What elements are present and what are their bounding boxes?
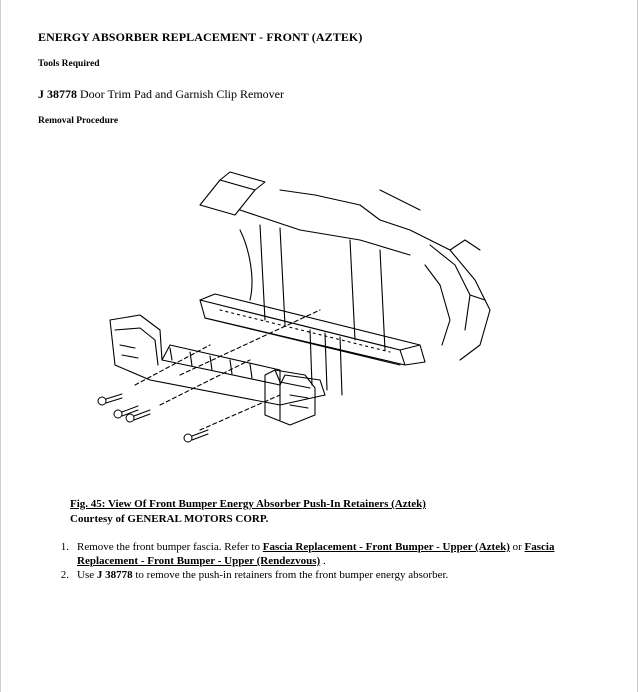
page-title: ENERGY ABSORBER REPLACEMENT - FRONT (AZTEK) xyxy=(38,30,363,44)
step-1 xyxy=(38,540,598,568)
link-fascia-rendezvous[interactable]: Fascia Replacement - Front Bumper - Upper (Rendezvous) xyxy=(77,541,555,567)
page-left-edge xyxy=(0,0,1,692)
figure-courtesy: Courtesy of GENERAL MOTORS CORP. xyxy=(70,513,269,525)
link-fascia-aztek[interactable]: Fascia Replacement - Front Bumper - Upper (Aztek) xyxy=(262,541,510,553)
tool-reference: J 38778 xyxy=(96,569,133,581)
step-text: Use J 38778 to remove the push-in retainers from the front bumper energy absorber. xyxy=(77,569,449,581)
step-number: 2. xyxy=(60,569,69,581)
tool-entry xyxy=(38,87,284,102)
procedure-heading: Removal Procedure xyxy=(38,116,119,126)
step-2 xyxy=(38,568,598,582)
tool-number: J 38778 xyxy=(38,87,77,101)
tools-heading: Tools Required xyxy=(38,59,100,69)
step-number: 1. xyxy=(60,541,69,553)
tool-name: Door Trim Pad and Garnish Clip Remover xyxy=(80,87,284,101)
step-text: Remove the front bumper fascia. Refer to Fascia Replacement - Front Bumper - Upper (Aztek) or Fascia Replacement - Front Bumper - Upper (Rendezvous) . xyxy=(77,541,555,567)
procedure-steps xyxy=(38,540,598,582)
bumper-energy-absorber-diagram xyxy=(80,170,555,455)
figure-caption-block xyxy=(70,497,426,527)
figure-caption: Fig. 45: View Of Front Bumper Energy Absorber Push-In Retainers (Aztek) xyxy=(70,498,426,510)
